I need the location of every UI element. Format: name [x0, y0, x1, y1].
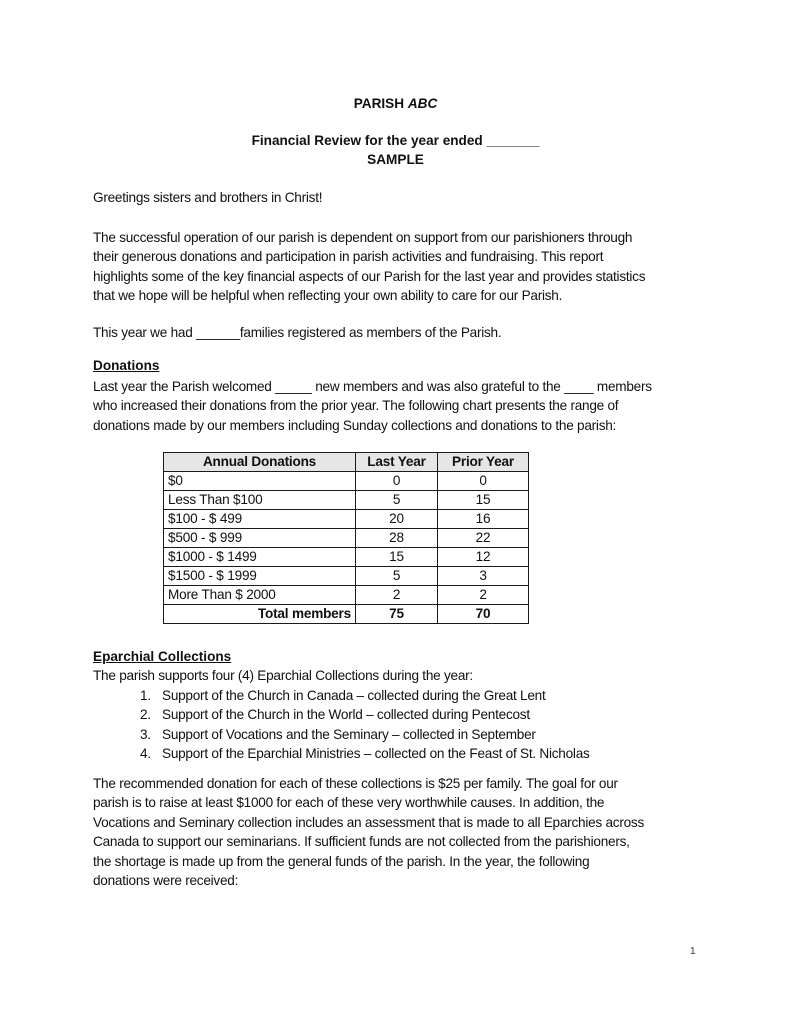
recommendation-line: Canada to support our seminarians. If sufficient funds are not collected from the parishioners,	[93, 834, 630, 850]
donations-table	[163, 452, 529, 624]
families-line: This year we had ______families registered as members of the Parish.	[93, 325, 502, 340]
intro-line: that we hope will be helpful when reflecting your own ability to care for our Parish.	[93, 288, 563, 304]
last-year-cell: 2	[356, 586, 438, 605]
range-cell: $0	[164, 472, 356, 491]
last-year-cell: 5	[356, 567, 438, 586]
list-item	[140, 725, 590, 744]
range-cell: $500 - $ 999	[164, 529, 356, 548]
parish-name: ABC	[407, 96, 438, 111]
range-cell: $1500 - $ 1999	[164, 567, 356, 586]
document-title	[0, 96, 791, 111]
list-number: 2.	[140, 707, 151, 723]
greeting: Greetings sisters and brothers in Christ!	[93, 190, 323, 205]
last-year-cell: 20	[356, 510, 438, 529]
intro-line: their generous donations and participation in parish activities and fundraising. This report	[93, 249, 604, 265]
last-year-cell: 0	[356, 472, 438, 491]
list-number: 3.	[140, 726, 151, 742]
donations-heading: Donations	[93, 358, 160, 373]
recommendation-line: donations were received:	[93, 873, 239, 889]
total-last-year: 75	[356, 605, 438, 624]
page-number: 1	[690, 946, 696, 957]
intro-line: The successful operation of our parish is dependent on support from our parishioners through	[93, 230, 633, 245]
prior-year-cell: 15	[438, 491, 529, 510]
range-cell: More Than $ 2000	[164, 586, 356, 605]
list-text: Support of Vocations and the Seminary – collected in September	[162, 726, 536, 742]
document-subtitle: Financial Review for the year ended _______	[251, 133, 540, 148]
prior-year-cell: 3	[438, 567, 529, 586]
list-text: Support of the Eparchial Ministries – collected on the Feast of St. Nicholas	[162, 746, 590, 762]
intro-paragraph	[93, 228, 713, 306]
prior-year-cell: 12	[438, 548, 529, 567]
prior-year-cell: 2	[438, 586, 529, 605]
table-header-row	[164, 453, 529, 472]
table-row	[164, 510, 529, 529]
recommendation-line: Vocations and Seminary collection includes an assessment that is made to all Eparchies across	[93, 814, 645, 830]
table-row	[164, 548, 529, 567]
title-prefix: PARISH	[353, 96, 408, 111]
header-prior-year: Prior Year	[438, 453, 529, 472]
range-cell: $1000 - $ 1499	[164, 548, 356, 567]
intro-line: highlights some of the key financial aspects of our Parish for the last year and provides statistics	[93, 268, 646, 284]
sample-label: SAMPLE	[367, 152, 424, 167]
table-row	[164, 529, 529, 548]
list-text: Support of the Church in the World – collected during Pentecost	[162, 707, 530, 723]
last-year-cell: 5	[356, 491, 438, 510]
table-row	[164, 567, 529, 586]
list-item	[140, 705, 590, 724]
total-label: Total members	[164, 605, 356, 624]
table-row	[164, 472, 529, 491]
eparchial-heading: Eparchial Collections	[93, 649, 232, 664]
prior-year-cell: 16	[438, 510, 529, 529]
total-prior-year: 70	[438, 605, 529, 624]
recommendation-line: the shortage is made up from the general funds of the parish. In the year, the following	[93, 853, 590, 869]
header-last-year: Last Year	[356, 453, 438, 472]
prior-year-cell: 22	[438, 529, 529, 548]
table-row	[164, 586, 529, 605]
header-annual-donations: Annual Donations	[164, 453, 356, 472]
list-number: 1.	[140, 688, 151, 703]
last-year-cell: 28	[356, 529, 438, 548]
prior-year-cell: 0	[438, 472, 529, 491]
list-number: 4.	[140, 746, 151, 762]
donations-line: who increased their donations from the prior year. The following chart presents the range of	[93, 398, 619, 414]
recommendation-line: parish is to raise at least $1000 for each of these very worthwhile causes. In addition, the	[93, 795, 605, 811]
table-total-row	[164, 605, 529, 624]
last-year-cell: 15	[356, 548, 438, 567]
donations-line: donations made by our members including Sunday collections and donations to the parish:	[93, 417, 617, 433]
list-item	[140, 744, 590, 763]
range-cell: Less Than $100	[164, 491, 356, 510]
donations-paragraph	[93, 377, 713, 435]
list-item	[140, 686, 590, 705]
donations-line: Last year the Parish welcomed _____ new members and was also grateful to the ____ members	[93, 379, 652, 394]
table-row	[164, 491, 529, 510]
eparchial-collections-list	[140, 686, 590, 764]
recommendation-line: The recommended donation for each of these collections is $25 per family. The goal for our	[93, 776, 618, 791]
list-text: Support of the Church in Canada – collected during the Great Lent	[162, 688, 546, 703]
range-cell: $100 - $ 499	[164, 510, 356, 529]
recommendation-paragraph	[93, 774, 713, 890]
eparchial-intro: The parish supports four (4) Eparchial Collections during the year:	[93, 668, 473, 683]
